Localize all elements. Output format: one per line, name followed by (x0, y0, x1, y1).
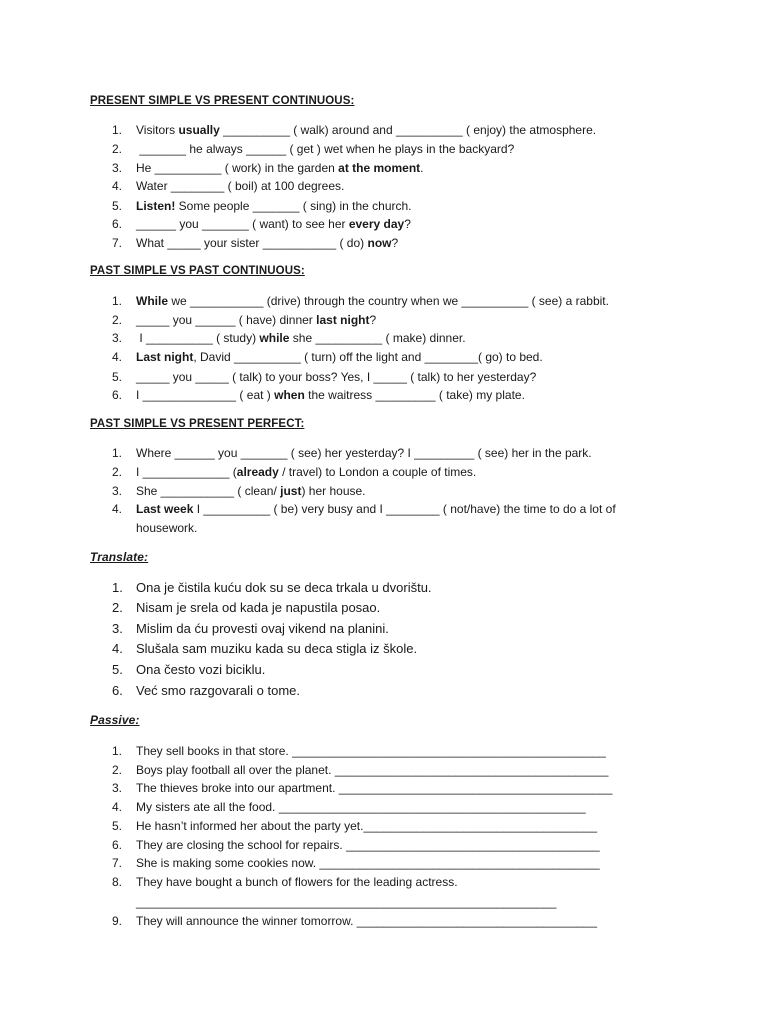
list-item: 1. Where ______ you _______ ( see) her yesterday? I _________ ( see) her in the park. (112, 446, 592, 460)
list-item: 2. I _____________ (already / travel) to London a couple of times. (112, 465, 477, 479)
list-item: 8. They have bought a bunch of flowers for the leading actress. (112, 875, 458, 889)
section-title-present-simple-vs-continuous: PRESENT SIMPLE VS PRESENT CONTINUOUS: (90, 95, 355, 107)
list-item: 1. They sell books in that store. _______________________________________________ (112, 744, 606, 758)
list-item: 3. She ___________ ( clean/ just) her house. (112, 484, 366, 498)
list-item: 2. Boys play football all over the planet. _________________________________________ (112, 763, 609, 777)
section-title-past-simple-vs-continuous: PAST SIMPLE VS PAST CONTINUOUS: (90, 265, 305, 277)
list-item: 2. _____ you ______ ( have) dinner last night? (112, 313, 377, 327)
list-item: 4. Water ________ ( boil) at 100 degrees. (112, 179, 345, 193)
list-item: 4. My sisters ate all the food. ______________________________________________ (112, 800, 586, 814)
list-item: 4. Slušala sam muziku kada su deca stigla iz škole. (112, 641, 418, 656)
list-item: 7. What _____ your sister ___________ ( do) now? (112, 236, 399, 250)
list-item: 2. _______ he always ______ ( get ) wet when he plays in the backyard? (112, 142, 515, 156)
list-item: 3. I __________ ( study) while she __________ ( make) dinner. (112, 331, 466, 345)
list-item: 3. The thieves broke into our apartment. _________________________________________ (112, 781, 613, 795)
list-item: 6. Već smo razgovarali o tome. (112, 683, 301, 698)
answer-line: _______________________________________________________________ (136, 895, 557, 909)
list-item: 6. ______ you _______ ( want) to see her every day? (112, 217, 411, 231)
list-item: 5. He hasn’t informed her about the party yet.___________________________________ (112, 819, 598, 833)
list-item: 2. Nisam je srela od kada je napustila posao. (112, 600, 381, 615)
section-title-translate: Translate: (90, 550, 149, 564)
list-item: 4. Last night, David __________ ( turn) off the light and ________( go) to bed. (112, 350, 543, 364)
list-item: 6. They are closing the school for repairs. ______________________________________ (112, 838, 600, 852)
list-item: 3. He __________ ( work) in the garden at the moment. (112, 161, 424, 175)
section-title-passive: Passive: (90, 713, 140, 727)
list-item: 4. Last week I __________ ( be) very busy and I ________ ( not/have) the time to do a lot of (112, 502, 616, 516)
section-title-past-simple-vs-present-perfect: PAST SIMPLE VS PRESENT PERFECT: (90, 418, 305, 430)
list-item: 9. They will announce the winner tomorrow. ____________________________________ (112, 914, 598, 928)
list-item: 5. Listen! Some people _______ ( sing) in the church. (112, 199, 412, 213)
list-item: 6. I ______________ ( eat ) when the waitress _________ ( take) my plate. (112, 388, 525, 402)
list-item: 5. _____ you _____ ( talk) to your boss? Yes, I _____ ( talk) to her yesterday? (112, 370, 537, 384)
list-item: 3. Mislim da ću provesti ovaj vikend na planini. (112, 621, 389, 636)
list-item: 1. While we ___________ (drive) through the country when we __________ ( see) a rabbit. (112, 294, 609, 308)
list-item: 1. Ona je čistila kuću dok su se deca trkala u dvorištu. (112, 580, 432, 595)
list-item: 5. Ona često vozi biciklu. (112, 662, 266, 677)
list-item: 1. Visitors usually __________ ( walk) around and __________ ( enjoy) the atmosphere. (112, 123, 597, 137)
list-item: 7. She is making some cookies now. __________________________________________ (112, 856, 600, 870)
list-item-continuation: housework. (136, 521, 198, 535)
